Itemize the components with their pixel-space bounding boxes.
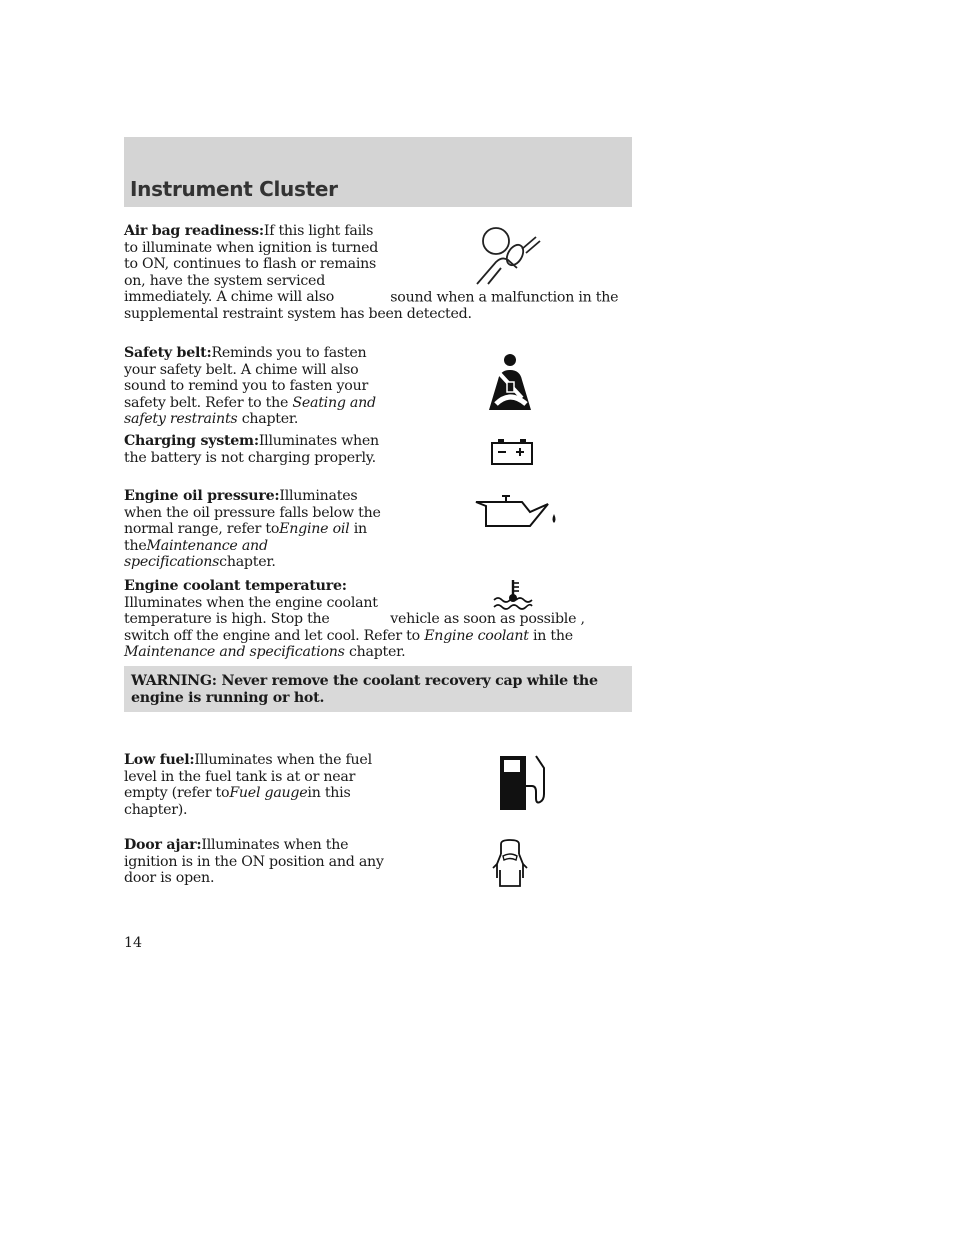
page-number: 14 [124, 935, 143, 951]
entry-term: Low fuel: [124, 752, 195, 768]
entry-body-continued: sound when a malfunction in the supplemental restraint system has been detected. [124, 289, 619, 322]
entry-suffix: chapter. [241, 411, 299, 428]
entry-airbag [124, 223, 634, 323]
entry-suffix: in this chapter). [124, 785, 351, 818]
section-title: Instrument Cluster [130, 177, 338, 201]
section-header [124, 137, 632, 207]
entry-body: Illuminates when the oil pressure falls below the normal range, refer to [124, 488, 381, 538]
entry-term: Engine oil pressure: [124, 488, 280, 504]
entry-reference: Engine coolant [424, 627, 529, 644]
entry-term: Safety belt: [124, 345, 212, 361]
entry-door-ajar [124, 837, 634, 887]
warning-text: WARNING: Never remove the coolant recovery cap while the engine is running or hot. [131, 673, 598, 706]
entry-term: Door ajar: [124, 837, 202, 853]
seatbelt-icon [486, 352, 536, 414]
entry-safety-belt [124, 345, 634, 428]
entry-reference: Engine oil [279, 521, 350, 538]
entry-engine-coolant-temperature [124, 578, 634, 661]
entry-reference: Maintenance and specifications [124, 537, 268, 571]
entry-charging-system [124, 433, 634, 466]
entry-reference: Fuel gauge [229, 785, 308, 802]
entry-body: If this light fails to illuminate when ignition is turned to ON, continues to flash or remains on, have the system serviced immediately. A chime will also [124, 223, 379, 306]
coolant-temperature-icon [492, 578, 534, 610]
entry-body-continued: vehicle as soon as possible , switch off the engine and let cool. Refer to [124, 611, 585, 644]
entry-body: Reminds you to fasten your safety belt. A chime will also sound to remind you to fasten your safety belt. Refer to the [124, 345, 369, 411]
entry-body: Illuminates when the fuel level in the fuel tank is at or near empty (refer to [124, 752, 372, 802]
entry-term: Air bag readiness: [124, 223, 264, 239]
entry-body: Illuminates when the battery is not charging properly. [124, 433, 379, 466]
fuel-pump-icon [494, 746, 552, 812]
airbag-icon [470, 222, 546, 292]
entry-reference: Maintenance and specifications [124, 644, 345, 661]
entry-suffix: chapter. [219, 554, 276, 571]
entry-term: Charging system: [124, 433, 259, 449]
warning-box [124, 666, 632, 712]
door-ajar-icon [492, 838, 528, 892]
battery-icon [490, 438, 534, 466]
entry-suffix: chapter. [348, 644, 406, 661]
entry-body: Illuminates when the engine coolant temperature is high. Stop the [124, 594, 378, 628]
entry-body: Illuminates when the ignition is in the ON position and any door is open. [124, 837, 384, 887]
entry-mid: in the [533, 627, 573, 644]
oil-can-icon [474, 492, 560, 530]
entry-term: Engine coolant temperature: [124, 578, 347, 594]
entry-mid: in the [124, 521, 367, 554]
entry-reference: Seating and safety restraints [124, 394, 376, 428]
entry-low-fuel [124, 752, 634, 818]
